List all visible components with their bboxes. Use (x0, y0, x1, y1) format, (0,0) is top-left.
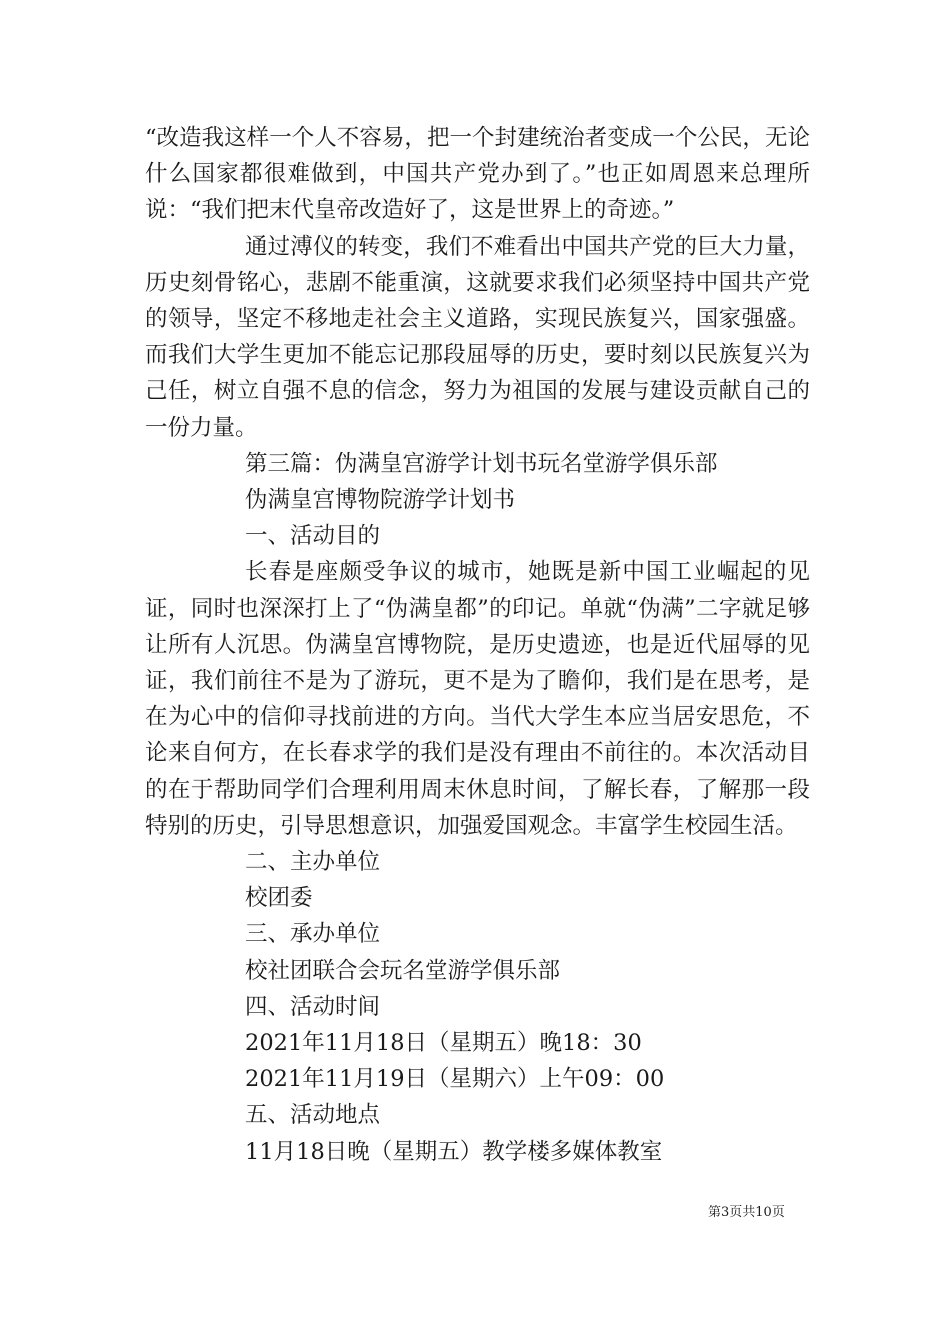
chapter-title: 第三篇：伪满皇宫游学计划书玩名堂游学俱乐部 (245, 450, 718, 477)
paragraph-purpose: 长春是座颇受争议的城市，她既是新中国工业崛起的见证，同时也深深打上了“伪满皇都”的印记。单就“伪满”二字就足够让所有人沉思。伪满皇宫博物院，是历史遗迹，也是近代屈辱的见证，我们前往不是为了游玩，更不是为了瞻仰，我们是在思考，是在为心中的信仰寻找前进的方向。当代大学生本应当居安思危，不论来自何方，在长春求学的我们是没有理由不前往的。本次活动目的在于帮助同学们合理利用周末休息时间，了解长春，了解那一段特别的历史，引导思想意识，加强爱国观念。丰富学生校园生活。 (145, 559, 810, 839)
host-value: 校团委 (245, 885, 313, 912)
body-text (145, 120, 810, 1170)
location-value: 11月18日晚（星期五）教学楼多媒体教室 (245, 1138, 663, 1165)
plan-title: 伪满皇宫博物院游学计划书 (245, 487, 516, 514)
time-value-1: 2021年11月18日（星期五）晚18：30 (245, 1030, 642, 1057)
section-heading-organizer: 三、承办单位 (245, 921, 381, 948)
paragraph-quote: “改造我这样一个人不容易，把一个封建统治者变成一个公民，无论什么国家都很难做到，中国共产党办到了。”也正如周恩来总理所说：“我们把末代皇帝改造好了，这是世界上的奇迹。” (145, 125, 810, 224)
section-heading-time: 四、活动时间 (245, 993, 381, 1020)
time-value-2: 2021年11月19日（星期六）上午09：00 (245, 1066, 665, 1093)
section-heading-purpose: 一、活动目的 (245, 523, 381, 550)
paragraph-puyi-transformation: 通过溥仪的转变，我们不难看出中国共产党的巨大力量，历史刻骨铭心，悲剧不能重演，这就要求我们必须坚持中国共产党的领导，坚定不移地走社会主义道路，实现民族复兴，国家强盛。而我们大学生更加不能忘记那段屈辱的历史，要时刻以民族复兴为己任，树立自强不息的信念，努力为祖国的发展与建设贡献自己的一份力量。 (145, 233, 810, 441)
section-heading-host: 二、主办单位 (245, 849, 381, 876)
page-number-footer: 第3页共10页 (708, 1205, 785, 1220)
organizer-value: 校社团联合会玩名堂游学俱乐部 (245, 957, 561, 984)
section-heading-location: 五、活动地点 (245, 1102, 381, 1129)
